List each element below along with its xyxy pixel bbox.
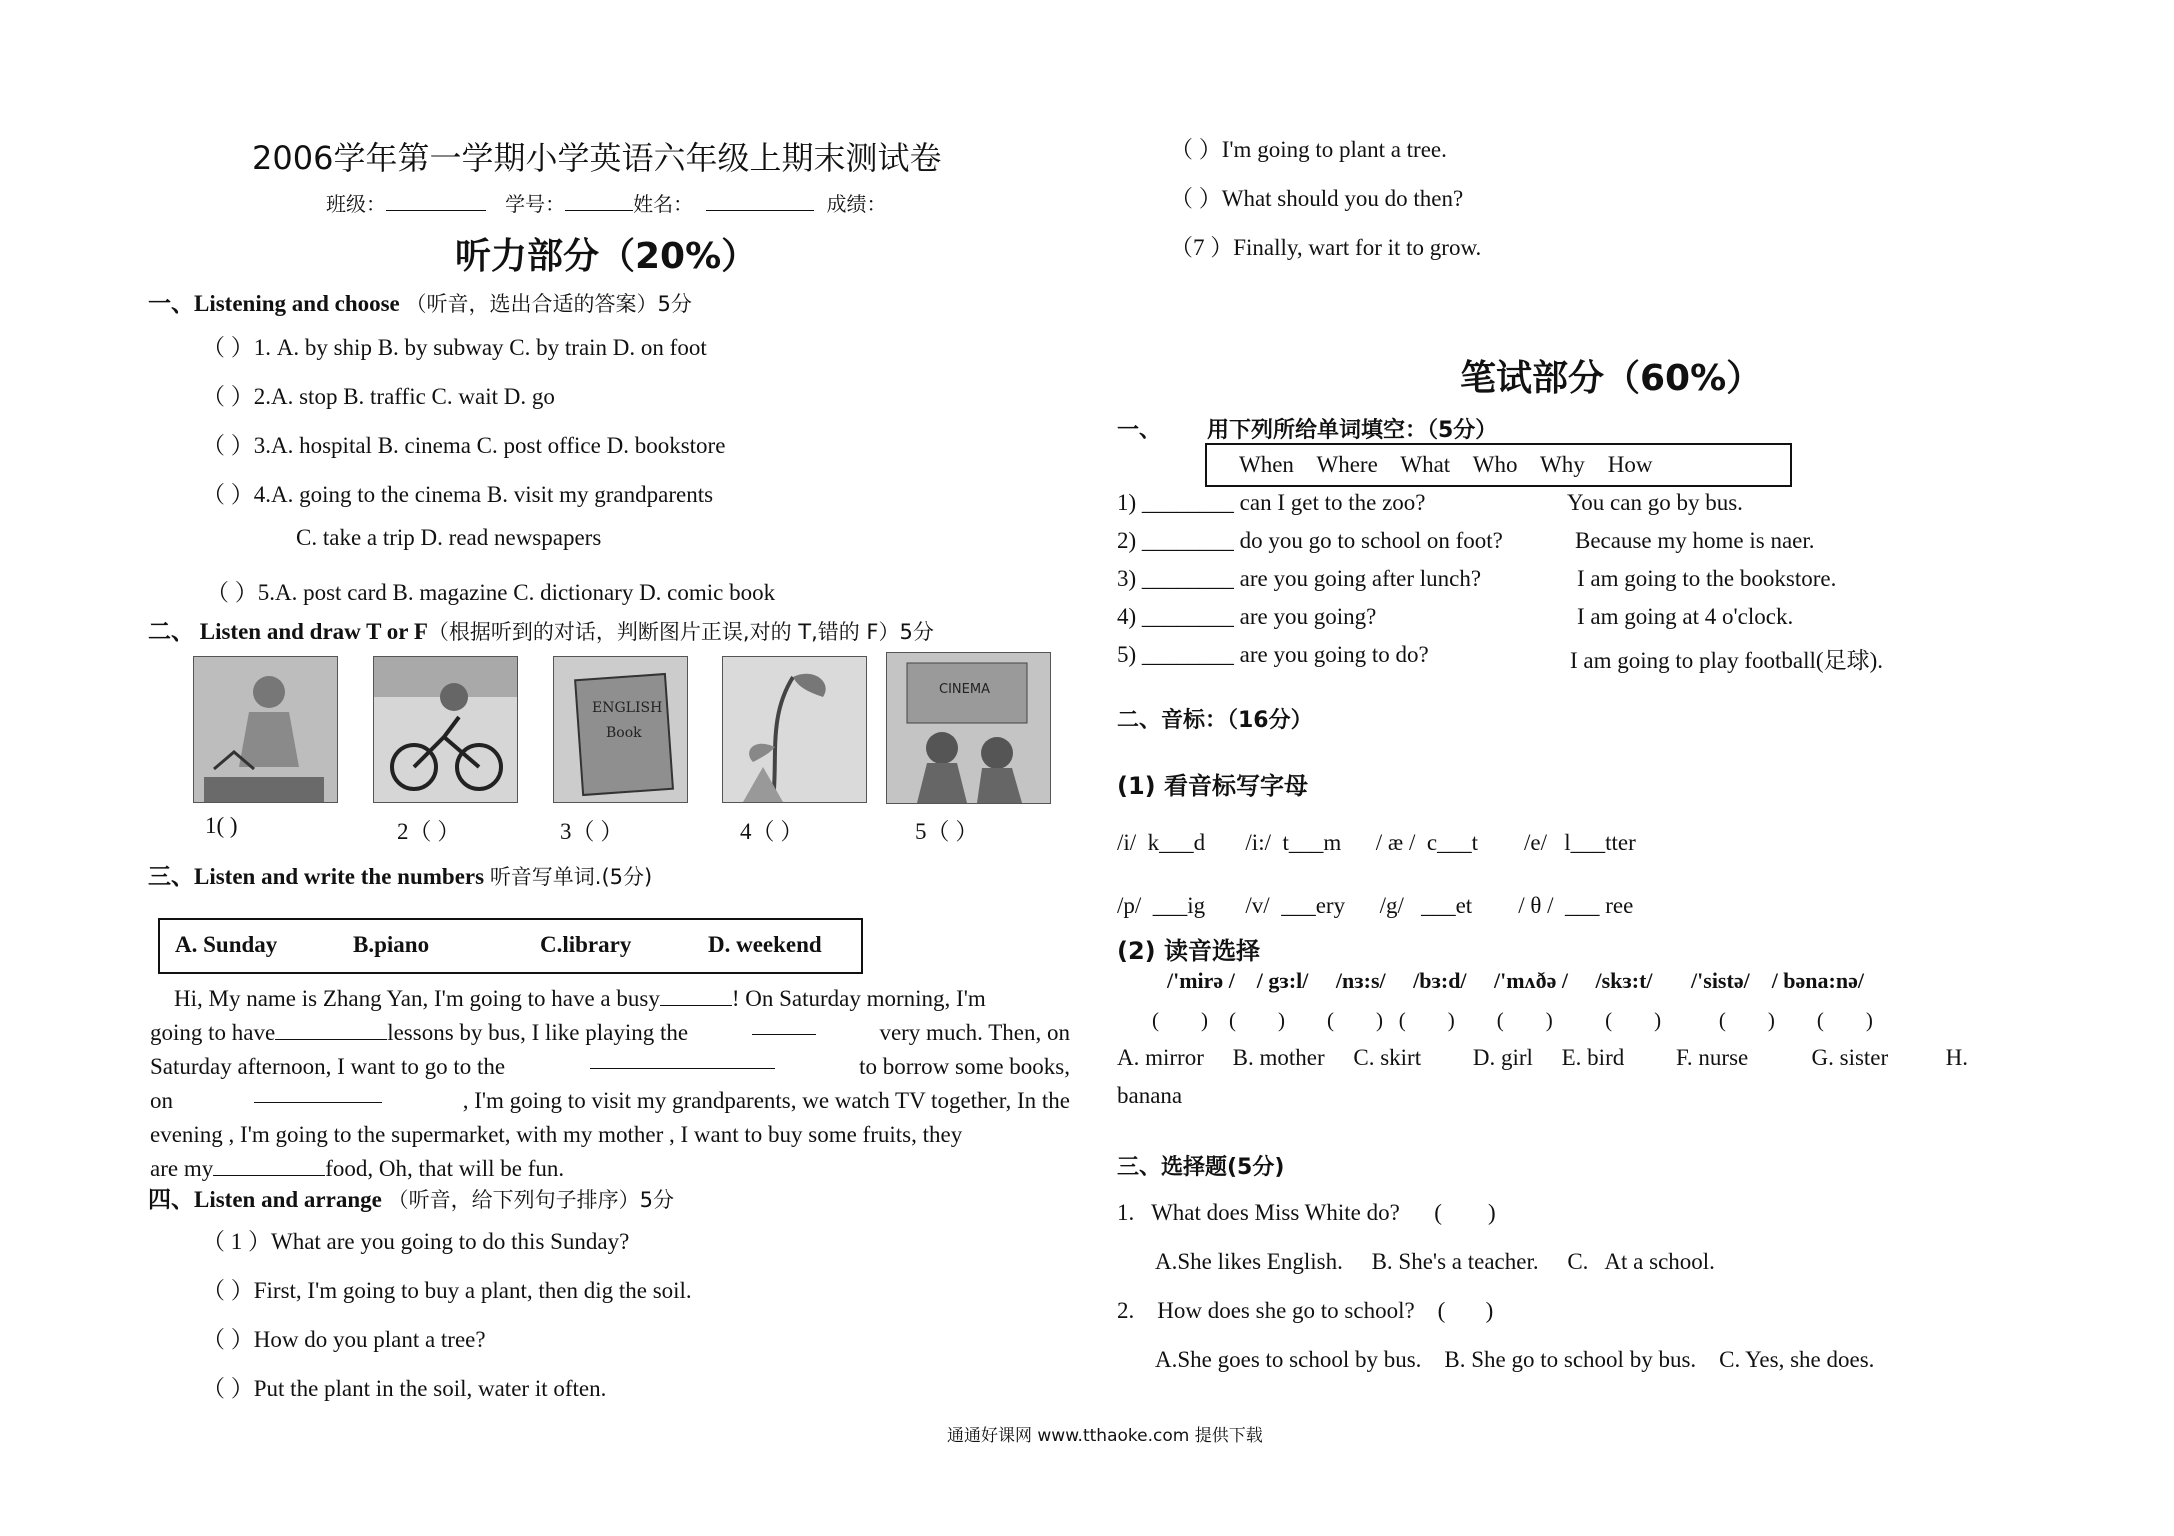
boy-on-bicycle-icon [374,657,517,802]
pic-label-5: 5（ ） [915,819,979,844]
blank-2[interactable] [275,1021,387,1040]
score-label: 成绩： [826,192,887,216]
picture-5 [886,652,1051,804]
cinema-icon [887,653,1050,803]
blank-1[interactable] [660,987,732,1006]
english-book-icon [554,657,687,802]
passage-line2a: going to have [150,1020,276,1045]
book-title-line2: Book [606,725,642,741]
s4-heading [148,1181,674,1214]
arrange-item-6: （ ）What should you do then? [1170,186,1464,211]
passage-line6b: food, Oh, that will be fun. [325,1156,565,1181]
passage-line4a: on [150,1088,173,1113]
w3-q2-options: A.She goes to school by bus. B. She go to school by bus. C. Yes, she does. [1155,1347,1875,1372]
s2-head: 二、 Listen and draw T or F [148,619,428,644]
s1-q4a: （ ）4.A. going to the cinema B. visit my grandparents [202,482,714,507]
info-line [326,188,887,217]
w1-words: When Where What Who Why How [1239,452,1653,477]
blank-5[interactable] [254,1084,382,1103]
option-d: D. weekend [708,932,822,957]
s1-q3: （ ）3.A. hospital B. cinema C. post office D. bookstore [202,433,726,458]
number-blank[interactable] [565,192,633,211]
woman-planting-icon [194,657,337,802]
s1-note: （听音，选出合适的答案）5分 [405,292,692,316]
class-blank[interactable] [386,192,486,211]
cinema-sign: CINEMA [939,682,990,697]
arrange-item-3: （ ）How do you plant a tree? [202,1327,486,1352]
arrange-item-5: （ ）I'm going to plant a tree. [1170,137,1447,162]
footer-credit: 通通好课网 www.tthaoke.com 提供下载 [947,1426,1263,1446]
s2-note: （根据听到的对话，判断图片正误,对的 T,错的 F）5分 [427,620,934,644]
w1-num: 一、 [1117,418,1162,443]
name-label: 姓名： [633,192,694,216]
exam-title: 2006学年第一学期小学英语六年级上期末测试卷 [252,139,942,177]
arrange-item-7: （7 ）Finally, wart for it to grow. [1170,235,1482,260]
option-b: B.piano [353,932,430,957]
name-blank[interactable] [706,192,814,211]
w1-q2: 2) ________ do you go to school on foot? [1117,528,1503,553]
w1-a2: Because my home is naer. [1575,528,1815,553]
s3-head: 三、Listen and write the numbers [148,864,485,889]
arrange-item-4: （ ）Put the plant in the soil, water it often. [202,1376,607,1401]
passage-line2b: lessons by bus, I like playing the [387,1020,689,1045]
written-header: 笔试部分（60%） [1460,358,1763,399]
picture-4 [722,656,867,803]
w1-a3: I am going to the bookstore. [1577,566,1837,591]
w2-phonetics: /'mirə / / gɜ:l/ /nɜ:s/ /bɜ:d/ /'mʌðə / /skɜ:t/ /'sistə/ / bəna:nə/ [1167,968,1864,993]
picture-3 [553,656,688,803]
picture-2 [373,656,518,803]
passage-line6a: are my [150,1156,214,1181]
s2-heading [148,613,934,646]
option-c: C.library [540,932,632,957]
pic-label-4: 4（ ） [740,819,804,844]
w2-sub2: (2) 读音选择 [1117,937,1260,965]
passage-line3b: to borrow some books, [859,1054,1070,1079]
w1-a5: I am going to play football(足球). [1570,648,1883,673]
w1-q3: 3) ________ are you going after lunch? [1117,566,1482,591]
pic-label-2: 2（ ） [397,819,461,844]
s3-note: 听音写单词.(5分) [489,865,653,889]
passage-line2c: very much. Then, on [879,1020,1070,1045]
s1-q5: （ ）5.A. post card B. magazine C. dictionary D. comic book [206,580,776,605]
w2-options-2: banana [1117,1083,1183,1108]
w2-row1: /i/ k___d /i:/ t___m / æ / c___t /e/ l___tter [1117,830,1636,855]
passage-line1: Hi, My name is Zhang Yan, I'm going to have a busy [174,986,660,1011]
w1-q4: 4) ________ are you going? [1117,604,1377,629]
s1-q1: （ ）1. A. by ship B. by subway C. by train D. on foot [202,335,707,360]
word-options-box [158,918,863,974]
blank-3[interactable] [752,1016,816,1035]
listening-header: 听力部分（20%） [455,236,758,277]
passage-line1b: ! On Saturday morning, I'm [731,986,986,1011]
w3-q2: 2. How does she go to school? ( ) [1117,1298,1494,1323]
s4-note: （听音，给下列句子排序）5分 [387,1188,674,1212]
book-title-line1: ENGLISH [592,700,663,716]
w2-brackets: ( ) ( ) ( ) ( ) ( ) ( ) ( ) ( ) [1152,1008,1873,1032]
w2-row2: /p/ ___ig /v/ ___ery /g/ ___et / θ / ___ ree [1117,893,1634,918]
w2-head: 二、音标：（16分） [1117,708,1313,733]
blank-6[interactable] [213,1157,325,1176]
pic-label-1: 1( ) [205,813,238,838]
passage-line4b: , I'm going to visit my grandparents, we watch TV together, In the [462,1088,1070,1113]
class-label: 班级： [326,192,386,216]
picture-1 [193,656,338,803]
s1-head: 一、Listening and choose [148,291,400,316]
plant-icon [723,657,866,802]
w3-q1-options: A.She likes English. B. She's a teacher. C. At a school. [1155,1249,1715,1274]
w1-q1: 1) ________ can I get to the zoo? [1117,490,1426,515]
w1-q5: 5) ________ are you going to do? [1117,642,1429,667]
w1-a4: I am going at 4 o'clock. [1577,604,1794,629]
s1-heading [148,285,692,318]
w2-options: A. mirror B. mother C. skirt D. girl E. bird F. nurse G. sister H. [1117,1045,1969,1070]
passage-line3a: Saturday afternoon, I want to go to the [150,1054,506,1079]
w1-a1: You can go by bus. [1567,490,1743,515]
arrange-item-2: （ ）First, I'm going to buy a plant, then dig the soil. [202,1278,692,1303]
w2-sub1: (1) 看音标写字母 [1117,772,1308,800]
s1-q2: （ ）2.A. stop B. traffic C. wait D. go [202,384,555,409]
w3-q1: 1. What does Miss White do? ( ) [1117,1200,1496,1225]
w1-word-box [1205,443,1792,487]
s1-q4b: C. take a trip D. read newspapers [296,525,602,550]
w3-head: 三、选择题(5分) [1117,1155,1285,1180]
cloze-passage [150,982,1070,1186]
s4-head: 四、Listen and arrange [148,1187,382,1212]
w1-head: 用下列所给单词填空：（5分） [1207,418,1498,443]
pic-label-3: 3（ ） [560,819,624,844]
arrange-item-1: （ 1 ）What are you going to do this Sunday? [202,1229,630,1254]
blank-4[interactable] [590,1050,775,1069]
option-a: A. Sunday [175,932,278,957]
s3-heading [148,858,652,891]
number-label: 学号： [505,192,566,216]
passage-line5: evening , I'm going to the supermarket, with my mother , I want to buy some fruits, they [150,1122,963,1147]
